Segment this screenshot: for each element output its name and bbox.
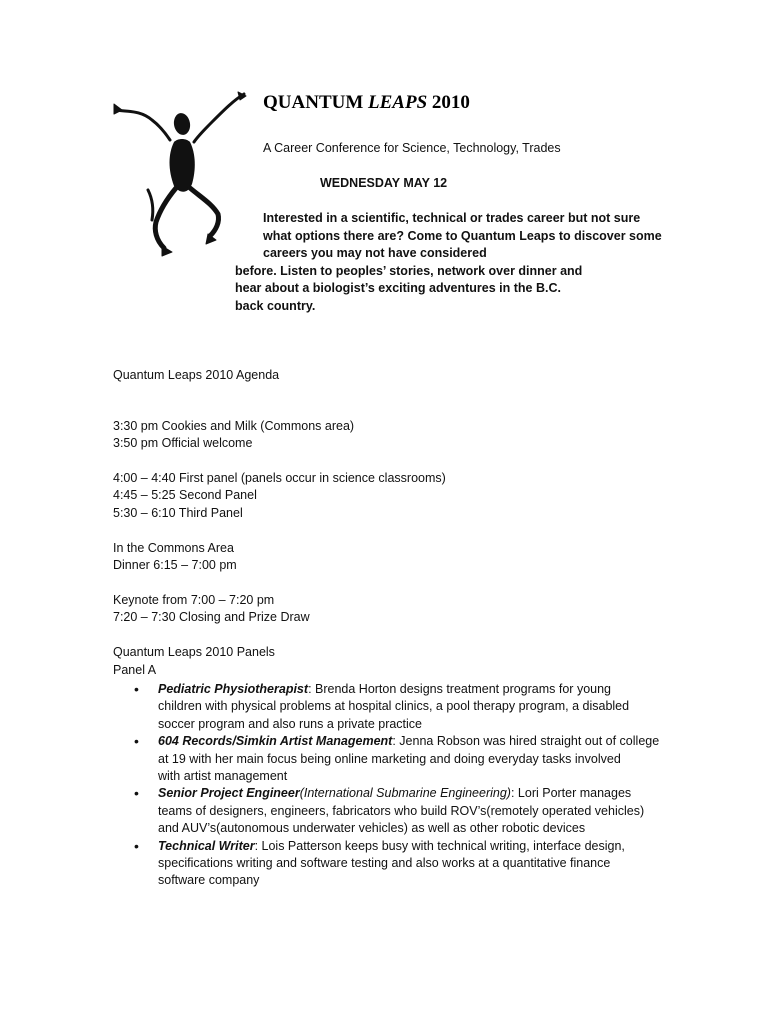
bullet-icon: • [134,681,139,697]
agenda-item: In the Commons Area [113,541,234,555]
panelist-desc-line: specifications writing and software testing and also works at a quantitative finance [158,856,611,871]
intro-line-3: careers you may not have considered [263,246,487,260]
list-item [113,681,673,733]
intro-line-2: what options there are? Come to Quantum Leaps to discover some [263,229,662,243]
list-item [113,785,673,837]
dancing-figure-icon [108,90,248,270]
list-item [113,733,673,785]
subtitle: A Career Conference for Science, Technology, Trades [263,141,561,155]
bullet-icon: • [134,837,139,854]
panelist-role: Senior Project Engineer [158,786,300,801]
intro-line-6: back country. [235,299,316,313]
intro-line-4: before. Listen to peoples’ stories, network over dinner and [235,264,583,278]
intro-line-5: hear about a biologist’s exciting adventures in the B.C. [235,281,561,295]
agenda-item: Dinner 6:15 – 7:00 pm [113,558,237,572]
page-title [263,92,470,114]
panelist-desc-line: with artist management [158,769,288,784]
panel-list [113,681,673,890]
agenda-item: 7:20 – 7:30 Closing and Prize Draw [113,610,310,624]
event-date: WEDNESDAY MAY 12 [320,176,448,190]
bullet-icon: • [134,785,139,802]
agenda-item: 4:00 – 4:40 First panel (panels occur in science classrooms) [113,471,446,485]
title-main: QUANTUM [263,92,369,113]
panelist-desc-line: teams of designers, engineers, fabricators who build ROV’s(remotely operated vehicles) [158,803,645,818]
title-year: 2010 [427,92,470,113]
list-item [113,838,673,890]
panelist-role: 604 Records/Simkin Artist Management [158,734,393,749]
agenda-item: 4:45 – 5:25 Second Panel [113,488,257,502]
agenda-item: 3:50 pm Official welcome [113,436,253,450]
panelist-role: Technical Writer [158,838,255,853]
panelist-desc-line: : Lori Porter manages [510,786,632,801]
panel-label: Panel A [113,663,157,677]
panels-heading: Quantum Leaps 2010 Panels [113,645,275,659]
panelist-desc-line: : Brenda Horton designs treatment programs for young [308,682,611,696]
agenda-heading: Quantum Leaps 2010 Agenda [113,368,280,382]
panelist-desc-line: soccer program and also runs a private practice [158,716,423,731]
title-italic: LEAPS [368,92,428,113]
panelist-desc-line: and AUV’s(autonomous underwater vehicles) as well as other robotic devices [158,821,586,836]
agenda-item: 3:30 pm Cookies and Milk (Commons area) [113,419,355,433]
panelist-desc-line: software company [158,873,260,888]
agenda-item: Keynote from 7:00 – 7:20 pm [113,593,275,607]
intro-line-1: Interested in a scientific, technical or trades career but not sure [263,211,641,225]
panelist-org: (International Submarine Engineering) [299,786,511,801]
panelist-desc-line: : Jenna Robson was hired straight out of college [392,734,660,749]
agenda-item: 5:30 – 6:10 Third Panel [113,506,243,520]
bullet-icon: • [134,733,139,750]
panelist-desc-line: children with physical problems at hospital clinics, a pool therapy program, a disabled [158,699,630,714]
panelist-desc-line: : Lois Patterson keeps busy with technical writing, interface design, [254,838,625,853]
panelist-role: Pediatric Physiotherapist [158,682,309,696]
panelist-desc-line: at 19 with her main focus being online marketing and doing everyday tasks involved [158,751,621,766]
